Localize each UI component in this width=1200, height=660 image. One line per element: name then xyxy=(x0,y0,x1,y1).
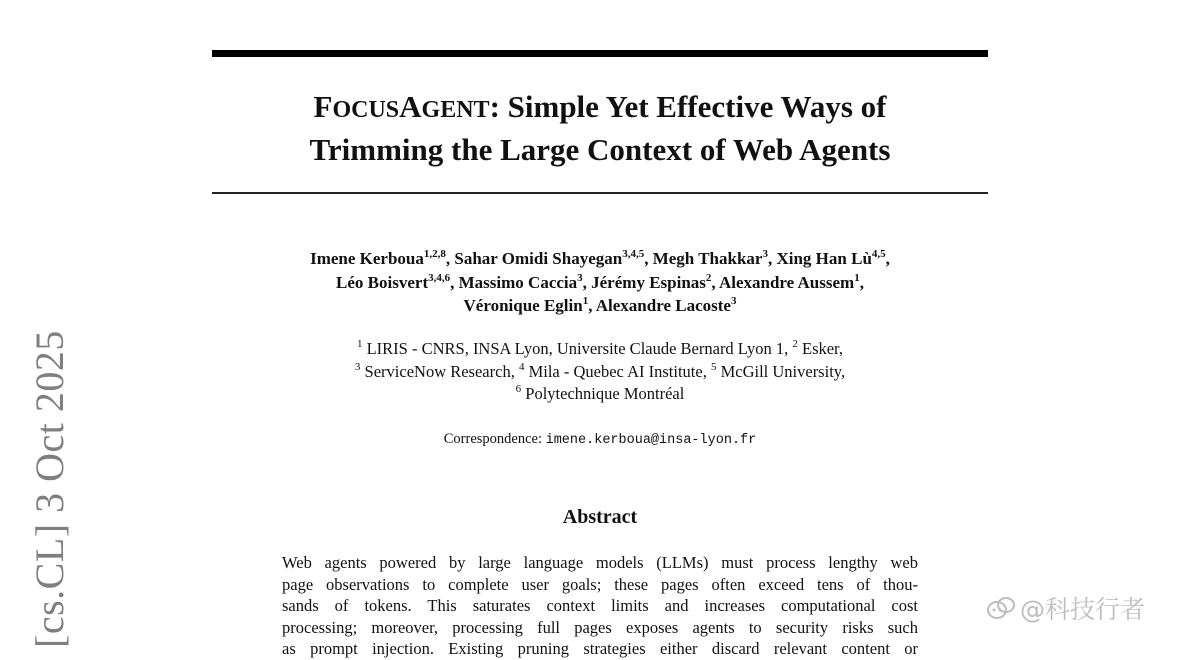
affiliation-text: Polytechnique Montréal xyxy=(521,384,685,403)
affiliation-line-2: $^3$ ServiceNow Research, $^4$ Mila - Quebec AI Institute, $^5$ McGill University, xyxy=(354,360,846,381)
author-name: Xing Han Lù xyxy=(776,249,872,268)
affiliation-list xyxy=(212,338,988,406)
arxiv-side-stamp: [cs.CL] 3 Oct 2025 xyxy=(27,330,72,648)
author-affiliation-mark: 3,4,6 xyxy=(428,271,451,284)
author-affiliation-mark: 3,4,5 xyxy=(622,248,645,260)
author-name: Véronique Eglin xyxy=(463,296,583,315)
title-top-rule xyxy=(212,50,988,57)
author-list xyxy=(212,247,988,318)
abstract-line: Web agents powered by large language models (LLMs) must process lengthy web xyxy=(282,553,918,572)
author-name: Imene Kerboua xyxy=(310,249,424,268)
abstract-line: sands of tokens. This saturates context limits and increases computational cost xyxy=(282,596,918,615)
author-line-3: Véronique Eglin$^1$, Alexandre Lacoste$^3$ xyxy=(463,295,737,315)
author-affiliation-mark: 1 xyxy=(854,271,860,284)
author-line-2: Léo Boisvert$^{3,4,6}$, Massimo Caccia$^3$, Jérémy Espinas$^2$, Alexandre Aussem$^1$, xyxy=(336,271,864,292)
correspondence-label: Correspondence: xyxy=(443,431,546,447)
author-name: Alexandre Aussem xyxy=(718,272,855,292)
author-name: Léo Boisvert xyxy=(336,272,429,292)
author-name: Massimo Caccia xyxy=(458,272,578,292)
author-name: Sahar Omidi Shayegan xyxy=(454,249,623,268)
affiliation-line-3: $^6$ Polytechnique Montréal xyxy=(515,383,685,403)
correspondence-email[interactable]: imene.kerboua@insa-lyon.fr xyxy=(545,433,757,448)
title-line-1: FOCUSAGENT: Simple Yet Effective Ways of xyxy=(313,89,887,124)
abstract-line: as prompt injection. Existing pruning strategies either discard relevant content or xyxy=(282,639,918,658)
author-affiliation-mark: 3 xyxy=(762,248,768,260)
abstract-heading: Abstract xyxy=(562,506,638,528)
affiliation-text: ServiceNow Research, xyxy=(360,361,519,381)
author-affiliation-mark: 3 xyxy=(730,295,737,307)
author-name: Jérémy Espinas xyxy=(591,272,706,292)
affiliation-text: Mila - Quebec AI Institute, xyxy=(524,361,711,381)
correspondence xyxy=(212,429,988,451)
abstract-body xyxy=(282,552,918,660)
affiliation-text: McGill University, xyxy=(716,361,846,381)
title-bottom-rule xyxy=(212,192,988,194)
author-affiliation-mark: 4,5 xyxy=(871,248,886,260)
author-affiliation-mark: 2 xyxy=(705,271,712,284)
author-name: Megh Thakkar xyxy=(652,249,763,268)
abstract-line: page observations to complete user goals; these pages often exceed tens of thou- xyxy=(282,574,918,594)
affiliation-text: Esker, xyxy=(797,339,844,358)
affiliation-text: LIRIS - CNRS, INSA Lyon, Universite Claude Bernard Lyon 1, xyxy=(362,339,793,358)
watermark xyxy=(986,588,1186,628)
author-affiliation-mark: 1,2,8 xyxy=(423,248,446,260)
watermark-text: @科技行者 xyxy=(1020,595,1146,624)
abstract-line: processing; moreover, processing full pages exposes agents to security risks such xyxy=(282,617,918,637)
affiliation-line-1: $^1$ LIRIS - CNRS, INSA Lyon, Universite Claude Bernard Lyon 1, $^2$ Esker, xyxy=(356,338,844,358)
author-name: Alexandre Lacoste xyxy=(595,296,731,315)
watermark-logo-icon xyxy=(986,595,1016,621)
author-line-1: Imene Kerboua$^{1,2,8}$, Sahar Omidi Shayegan$^{3,4,5}$, Megh Thakkar$^3$, Xing Han Lù$^{4,5}$, xyxy=(310,248,890,268)
title-line-2: Trimming the Large Context of Web Agents xyxy=(309,132,891,167)
author-affiliation-mark: 3 xyxy=(577,271,583,284)
author-affiliation-mark: 1 xyxy=(582,295,589,307)
paper-title xyxy=(212,87,988,170)
